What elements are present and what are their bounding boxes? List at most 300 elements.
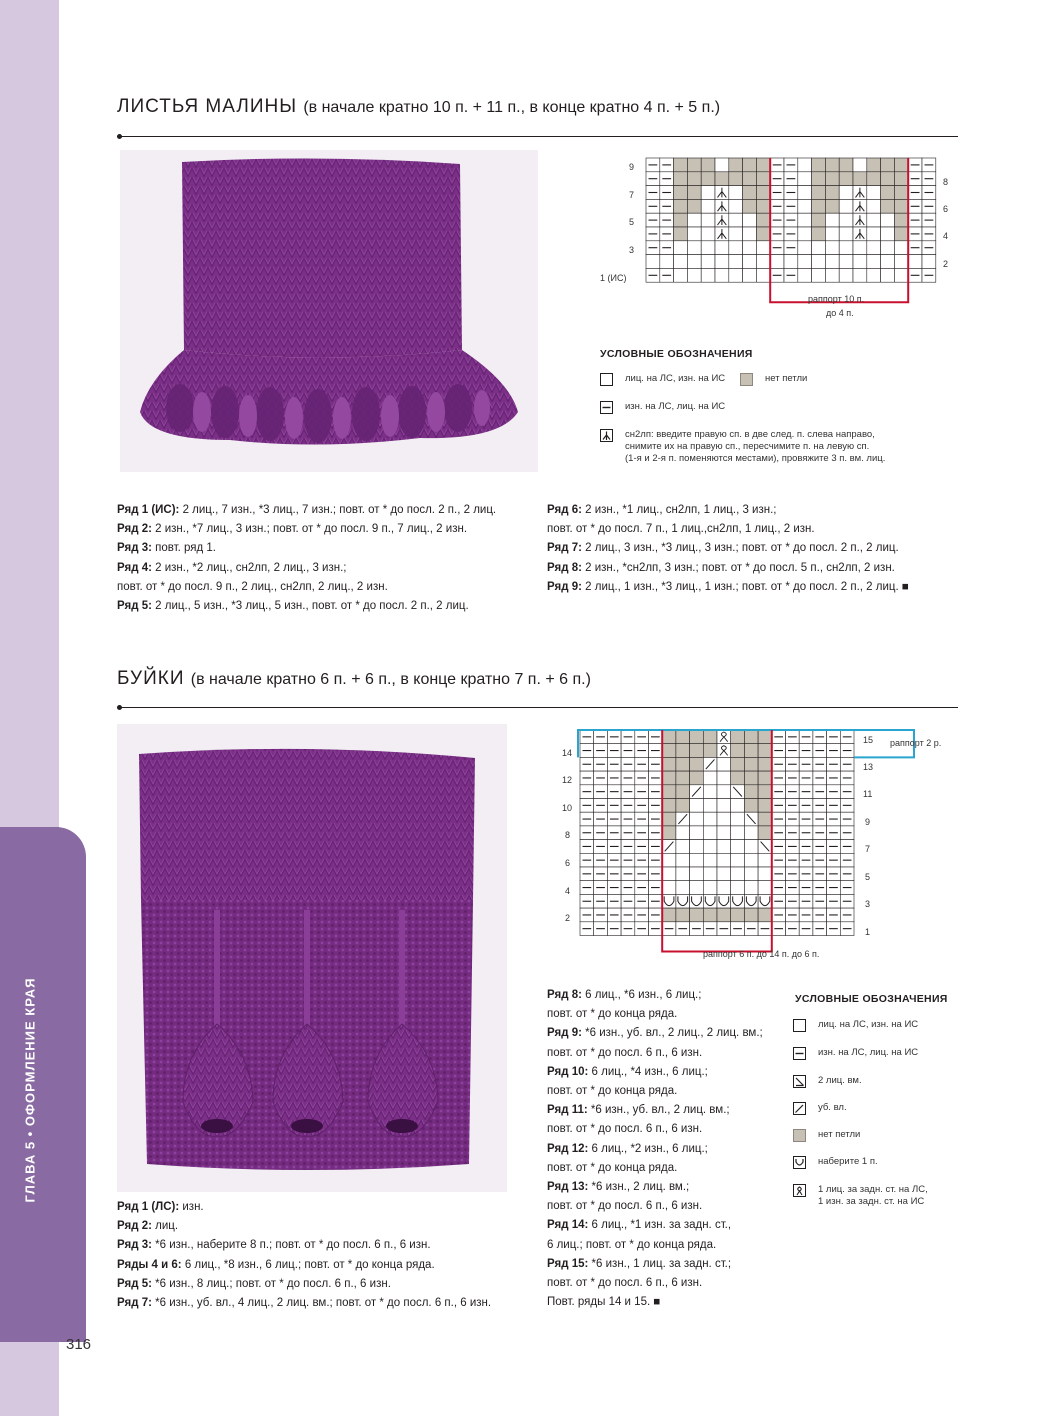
row-instruction: 6 лиц.; повт. от * до конца ряда.	[547, 1238, 717, 1251]
row-instruction: Ряд 12: 6 лиц., *2 изн., 6 лиц.;	[547, 1142, 708, 1155]
chart-cell	[715, 158, 729, 172]
chart-cell	[825, 241, 839, 255]
chart-cell	[717, 771, 731, 785]
cdd-symbol-icon	[600, 429, 613, 442]
chart-cell	[853, 241, 867, 255]
chart2-left-number: 10	[562, 803, 573, 813]
chart-cell	[743, 199, 757, 213]
chart-cell	[662, 853, 676, 867]
chart-cell	[701, 158, 715, 172]
chart-cell	[731, 840, 745, 854]
legend-no-stitch: нет петли	[740, 373, 807, 386]
section2-swatch-photo	[117, 724, 507, 1192]
chart-cell	[731, 812, 745, 826]
chart-cell	[881, 186, 895, 200]
chart-cell	[690, 881, 704, 895]
chart-cell	[729, 268, 743, 282]
section1-rows-right	[547, 501, 909, 597]
chart-cell	[744, 757, 758, 771]
chart-cell	[825, 186, 839, 200]
chart-cell	[758, 785, 772, 799]
chart1-left-number: 9	[629, 162, 635, 172]
row-instruction: повт. от * до посл. 7 п., 1 лиц.,сн2лп, 1 лиц., 2 изн.	[547, 523, 815, 536]
chart-cell	[770, 255, 784, 269]
knit-symbol-icon	[793, 1019, 806, 1032]
chart-cell	[744, 771, 758, 785]
row-instruction: повт. от * до посл. 6 п., 6 изн.	[547, 1123, 703, 1136]
chart-cell	[731, 730, 745, 744]
section1-rule	[117, 136, 958, 137]
chart-cell	[894, 158, 908, 172]
chart-cell	[744, 785, 758, 799]
chart-cell	[687, 158, 701, 172]
chart-cell	[674, 186, 688, 200]
chart-cell	[798, 227, 812, 241]
page-number: 316	[66, 1336, 92, 1353]
row-instruction: Ряд 15: *6 изн., 1 лиц. за задн. ст.;	[547, 1257, 732, 1270]
chart-cell	[703, 744, 717, 758]
chart-cell	[812, 186, 826, 200]
chart-cell	[676, 799, 690, 813]
chart-cell	[674, 255, 688, 269]
chart-cell	[758, 908, 772, 922]
chart-cell	[676, 785, 690, 799]
chart-cell	[731, 853, 745, 867]
chart-cell	[839, 241, 853, 255]
row-instruction: Ряд 8: 2 изн., *сн2лп, 3 изн.; повт. от * до посл. 5 п., сн2лп, 2 изн.	[547, 561, 895, 574]
chart1-repeat-label: раппорт 10 п.	[808, 294, 865, 304]
chart-cell	[676, 867, 690, 881]
chart-cell	[715, 255, 729, 269]
chart-cell	[825, 227, 839, 241]
chart2-left-number: 8	[565, 830, 571, 840]
chart-cell	[825, 268, 839, 282]
chart-cell	[703, 799, 717, 813]
chart-cell	[744, 744, 758, 758]
chart-cell	[687, 199, 701, 213]
chart-cell	[825, 255, 839, 269]
purl-symbol-icon	[793, 1047, 806, 1060]
chart-cell	[687, 172, 701, 186]
row-instruction: Ряд 3: *6 изн., наберите 8 п.; повт. от * до посл. 6 п., 6 изн.	[117, 1239, 431, 1252]
chart-cell	[731, 908, 745, 922]
chart-cell	[731, 881, 745, 895]
section1-rows-left	[117, 501, 496, 616]
chart-cell	[756, 241, 770, 255]
chart-cell	[758, 757, 772, 771]
chart-cell	[690, 826, 704, 840]
chart-cell	[825, 199, 839, 213]
chart1-right-number: 6	[943, 204, 949, 214]
chart-cell	[662, 744, 676, 758]
chapter-label: ГЛАВА 5 • ОФОРМЛЕНИЕ КРАЯ	[22, 977, 38, 1203]
chart-cell	[812, 241, 826, 255]
chart-cell	[744, 853, 758, 867]
chart1-right-number: 4	[943, 231, 949, 241]
chart-cell	[690, 812, 704, 826]
chart-cell	[674, 158, 688, 172]
chart-cell	[715, 268, 729, 282]
row-instruction: Ряд 3: повт. ряд 1.	[117, 542, 217, 555]
chart-cell	[717, 867, 731, 881]
section1-heading	[117, 96, 720, 118]
chart-cell	[717, 812, 731, 826]
row-instruction: повт. от * до конца ряда.	[547, 1161, 678, 1174]
legend-cdd: сн2лп: введите правую сп. в две след. п. слева направо, снимите их на правую сп., пересчимите п. на левую сп. (1-я и 2-я п. поменяются местами), провяжите 3 п. вм. лиц.	[600, 429, 885, 465]
chart-cell	[894, 268, 908, 282]
chart-cell	[701, 241, 715, 255]
chart-cell	[743, 172, 757, 186]
chart-cell	[756, 158, 770, 172]
chart-cell	[731, 799, 745, 813]
chart-cell	[812, 172, 826, 186]
chart-cell	[756, 227, 770, 241]
legend-knit: лиц. на ЛС, изн. на ИС	[793, 1019, 918, 1032]
row-instruction: повт. от * до посл. 6 п., 6 изн.	[547, 1277, 703, 1290]
chart-cell	[881, 255, 895, 269]
chart-cell	[798, 199, 812, 213]
section1-legend-title: УСЛОВНЫЕ ОБОЗНАЧЕНИЯ	[600, 348, 753, 360]
chart-cell	[676, 826, 690, 840]
chart-cell	[703, 771, 717, 785]
row-instruction: Ряд 11: *6 изн., уб. вл., 2 лиц. вм.;	[547, 1104, 730, 1117]
chart-cell	[703, 881, 717, 895]
chart2-right-number: 5	[865, 872, 871, 882]
legend-k2tog: 2 лиц. вм.	[793, 1075, 862, 1088]
chart-cell	[798, 241, 812, 255]
chart-cell	[867, 186, 881, 200]
chart-cell	[881, 213, 895, 227]
chart-cell	[839, 213, 853, 227]
chart-cell	[744, 908, 758, 922]
chart-cell	[867, 158, 881, 172]
chart-cell	[687, 241, 701, 255]
chart-cell	[662, 881, 676, 895]
chart-cell	[839, 186, 853, 200]
row-instruction: повт. от * до посл. 6 п., 6 изн.	[547, 1200, 703, 1213]
chart-cell	[743, 186, 757, 200]
row-instruction: повт. от * до конца ряда.	[547, 1085, 678, 1098]
chart-cell	[674, 241, 688, 255]
chart2-right-number: 9	[865, 817, 871, 827]
chart-cell	[744, 881, 758, 895]
chart-cell	[662, 785, 676, 799]
chart2-right-number: 7	[865, 844, 871, 854]
chart-cell	[703, 867, 717, 881]
chart-cell	[674, 268, 688, 282]
section2-rows-right	[547, 986, 763, 1312]
chart2-bottom-repeat-label: раппорт 6 п. до 14 п. до 6 п.	[703, 949, 820, 959]
legend-knit: лиц. на ЛС, изн. на ИС	[600, 373, 725, 386]
chart2-top-repeat-label: раппорт 2 р.	[890, 738, 942, 748]
chart1-right-number: 8	[943, 177, 949, 187]
chart-cell	[676, 744, 690, 758]
chart-cell	[908, 255, 922, 269]
chart-cell	[756, 268, 770, 282]
chart-cell	[717, 908, 731, 922]
chart-cell	[674, 213, 688, 227]
chart2-left-number: 12	[562, 775, 573, 785]
chart2-left-number: 6	[565, 858, 571, 868]
chart-cell	[798, 158, 812, 172]
chart-cell	[690, 771, 704, 785]
chart-cell	[894, 199, 908, 213]
chart-cell	[743, 255, 757, 269]
chart-cell	[894, 227, 908, 241]
chart-cell	[690, 799, 704, 813]
chart-cell	[867, 172, 881, 186]
row-instruction: Ряд 2: 2 изн., *7 лиц., 3 изн.; повт. от * до посл. 9 п., 7 лиц., 2 изн.	[117, 523, 468, 536]
chart-cell	[853, 255, 867, 269]
chart-cell	[758, 826, 772, 840]
chart-cell	[894, 172, 908, 186]
row-instruction: Ряд 2: лиц.	[117, 1220, 179, 1233]
chart-cell	[662, 812, 676, 826]
chart-cell	[743, 158, 757, 172]
section2-rows-left	[117, 1198, 491, 1313]
chart-cell	[758, 853, 772, 867]
chart-cell	[758, 881, 772, 895]
cast-on-symbol-icon	[793, 1156, 806, 1169]
section1-title: ЛИСТЬЯ МАЛИНЫ	[117, 96, 298, 117]
legend-ssk: уб. вл.	[793, 1102, 847, 1115]
row-instruction: Ряд 13: *6 изн., 2 лиц. вм.;	[547, 1181, 690, 1194]
chart-cell	[812, 199, 826, 213]
chart-cell	[798, 172, 812, 186]
chart-cell	[729, 186, 743, 200]
chart1-left-number: 7	[629, 190, 635, 200]
chart-cell	[894, 241, 908, 255]
chart-cell	[867, 227, 881, 241]
section2-legend-title: УСЛОВНЫЕ ОБОЗНАЧЕНИЯ	[795, 993, 948, 1005]
chart-cell	[729, 241, 743, 255]
chart-cell	[676, 757, 690, 771]
k2tog-symbol-icon	[793, 1075, 806, 1088]
row-instruction: Повт. ряды 14 и 15. ■	[547, 1296, 661, 1309]
chart-cell	[894, 255, 908, 269]
chart-cell	[881, 199, 895, 213]
chart2-left-number: 2	[565, 913, 571, 923]
chart-cell	[758, 799, 772, 813]
chart-cell	[881, 172, 895, 186]
purl-symbol-icon	[600, 401, 613, 414]
chart-cell	[662, 730, 676, 744]
chart-cell	[690, 757, 704, 771]
chart-cell	[660, 255, 674, 269]
chart-cell	[717, 757, 731, 771]
legend-tbl: 1 лиц. за задн. ст. на ЛС, 1 изн. за задн. ст. на ИС	[793, 1184, 928, 1208]
legend-cast-on: наберите 1 п.	[793, 1156, 878, 1169]
section1-chart	[598, 152, 958, 324]
chart-cell	[717, 785, 731, 799]
chart2-right-number: 13	[863, 762, 874, 772]
chart-cell	[881, 268, 895, 282]
chart-cell	[676, 881, 690, 895]
chart-cell	[758, 730, 772, 744]
chart-cell	[839, 172, 853, 186]
chart-cell	[662, 799, 676, 813]
chart-cell	[674, 199, 688, 213]
row-instruction: Ряд 1 (ИС): 2 лиц., 7 изн., *3 лиц., 7 изн.; повт. от * до посл. 2 п., 2 лиц.	[117, 504, 497, 516]
chart-cell	[867, 241, 881, 255]
chart-cell	[662, 826, 676, 840]
chart-cell	[662, 867, 676, 881]
chart-cell	[744, 840, 758, 854]
twisted-stitch-symbol-icon	[793, 1184, 806, 1197]
chart-cell	[825, 213, 839, 227]
chart-cell	[717, 881, 731, 895]
chart-cell	[701, 186, 715, 200]
legend-purl: изн. на ЛС, лиц. на ИС	[793, 1047, 918, 1060]
chart-cell	[729, 213, 743, 227]
chart-cell	[881, 158, 895, 172]
chart2-right-number: 1	[865, 927, 871, 937]
chart-cell	[729, 158, 743, 172]
chart-cell	[729, 227, 743, 241]
chart-cell	[662, 757, 676, 771]
chart-cell	[715, 241, 729, 255]
chart-cell	[690, 867, 704, 881]
chart-cell	[703, 826, 717, 840]
chart-cell	[676, 840, 690, 854]
chart-cell	[798, 186, 812, 200]
chart-cell	[701, 199, 715, 213]
chart-cell	[825, 172, 839, 186]
chart-cell	[729, 172, 743, 186]
chart-cell	[729, 255, 743, 269]
chart-cell	[717, 799, 731, 813]
chart2-right-number: 11	[863, 789, 873, 799]
chart1-right-number: 2	[943, 259, 949, 269]
row-instruction: Ряд 6: 2 изн., *1 лиц., сн2лп, 1 лиц., 3 изн.;	[547, 504, 777, 516]
row-instruction: повт. от * до посл. 6 п., 6 изн.	[547, 1046, 703, 1059]
chart-cell	[798, 255, 812, 269]
chart1-left-number: 1 (ИС)	[600, 273, 627, 283]
chart-cell	[743, 213, 757, 227]
row-instruction: Ряды 4 и 6: 6 лиц., *8 изн., 6 лиц.; повт. от * до конца ряда.	[117, 1258, 435, 1271]
chart-cell	[715, 172, 729, 186]
chart-cell	[744, 826, 758, 840]
chart-cell	[731, 867, 745, 881]
no-stitch-symbol-icon	[740, 373, 753, 386]
chart-cell	[703, 812, 717, 826]
chart-cell	[812, 213, 826, 227]
chart2-left-number: 4	[565, 886, 571, 896]
section1-subtitle: (в начале кратно 10 п. + 11 п., в конце кратно 4 п. + 5 п.)	[303, 99, 721, 116]
chart-cell	[687, 255, 701, 269]
row-instruction: Ряд 9: *6 изн., уб. вл., 2 лиц., 2 лиц. вм.;	[547, 1027, 763, 1040]
chart-cell	[853, 158, 867, 172]
chart-cell	[839, 255, 853, 269]
chart-cell	[798, 213, 812, 227]
chart-cell	[881, 241, 895, 255]
chart-cell	[690, 744, 704, 758]
row-instruction: повт. от * до посл. 9 п., 2 лиц., сн2лп, 2 лиц., 2 изн.	[117, 580, 388, 593]
chart-cell	[662, 908, 676, 922]
chart-cell	[690, 840, 704, 854]
chart-cell	[867, 255, 881, 269]
section2-rule	[117, 707, 958, 708]
chart-cell	[881, 227, 895, 241]
chart-cell	[690, 853, 704, 867]
chart-cell	[731, 771, 745, 785]
chart-cell	[674, 172, 688, 186]
chart-cell	[839, 227, 853, 241]
chart2-right-number: 3	[865, 899, 871, 909]
section2-subtitle: (в начале кратно 6 п. + 6 п., в конце кратно 7 п. + 6 п.)	[190, 671, 591, 688]
chart-cell	[812, 158, 826, 172]
chart-cell	[703, 840, 717, 854]
chart-cell	[687, 227, 701, 241]
chart-cell	[743, 268, 757, 282]
chart-cell	[812, 268, 826, 282]
row-instruction: Ряд 7: 2 лиц., 3 изн., *3 лиц., 3 изн.; повт. от * до посл. 2 п., 2 лиц.	[547, 542, 899, 555]
chart-cell	[784, 255, 798, 269]
chart-cell	[839, 199, 853, 213]
chart-cell	[676, 771, 690, 785]
chart-cell	[717, 840, 731, 854]
chart-cell	[922, 255, 936, 269]
chart1-repeat-label-2: до 4 п.	[826, 308, 854, 318]
chart-cell	[703, 853, 717, 867]
chart-cell	[867, 268, 881, 282]
chart-cell	[743, 241, 757, 255]
chart-cell	[731, 826, 745, 840]
chart-cell	[758, 771, 772, 785]
chart-cell	[756, 172, 770, 186]
chart-cell	[690, 730, 704, 744]
chart-cell	[853, 172, 867, 186]
chart-cell	[701, 172, 715, 186]
chart-cell	[758, 812, 772, 826]
chart-cell	[758, 744, 772, 758]
row-instruction: Ряд 5: 2 лиц., 5 изн., *3 лиц., 5 изн., повт. от * до посл. 2 п., 2 лиц.	[117, 600, 469, 613]
section2-heading	[117, 668, 591, 690]
chart-cell	[756, 186, 770, 200]
section2-title: БУЙКИ	[117, 668, 185, 689]
chart-cell	[756, 255, 770, 269]
section2-chart	[558, 725, 958, 965]
chart-cell	[687, 268, 701, 282]
chart-cell	[676, 908, 690, 922]
chart-cell	[703, 908, 717, 922]
chart-cell	[690, 908, 704, 922]
chart-cell	[646, 255, 660, 269]
legend-purl: изн. на ЛС, лиц. на ИС	[600, 401, 725, 414]
row-instruction: повт. от * до конца ряда.	[547, 1008, 678, 1021]
no-stitch-symbol-icon	[793, 1129, 806, 1142]
row-instruction: Ряд 7: *6 изн., уб. вл., 4 лиц., 2 лиц. вм.; повт. от * до посл. 6 п., 6 изн.	[117, 1297, 492, 1310]
chart-cell	[867, 213, 881, 227]
chart-cell	[867, 199, 881, 213]
chart-cell	[744, 730, 758, 744]
ssk-symbol-icon	[793, 1102, 806, 1115]
chart-cell	[853, 268, 867, 282]
row-instruction: Ряд 10: 6 лиц., *4 изн., 6 лиц.;	[547, 1065, 708, 1078]
chart-cell	[687, 213, 701, 227]
chart-cell	[894, 186, 908, 200]
chart1-left-number: 3	[629, 245, 635, 255]
chart-cell	[731, 744, 745, 758]
knit-symbol-icon	[600, 373, 613, 386]
row-instruction: Ряд 8: 6 лиц., *6 изн., 6 лиц.;	[547, 989, 702, 1001]
chart-cell	[717, 853, 731, 867]
chart-cell	[717, 826, 731, 840]
chart-cell	[674, 227, 688, 241]
chart1-left-number: 5	[629, 217, 635, 227]
chart-cell	[676, 730, 690, 744]
section1-swatch-photo	[120, 150, 538, 472]
